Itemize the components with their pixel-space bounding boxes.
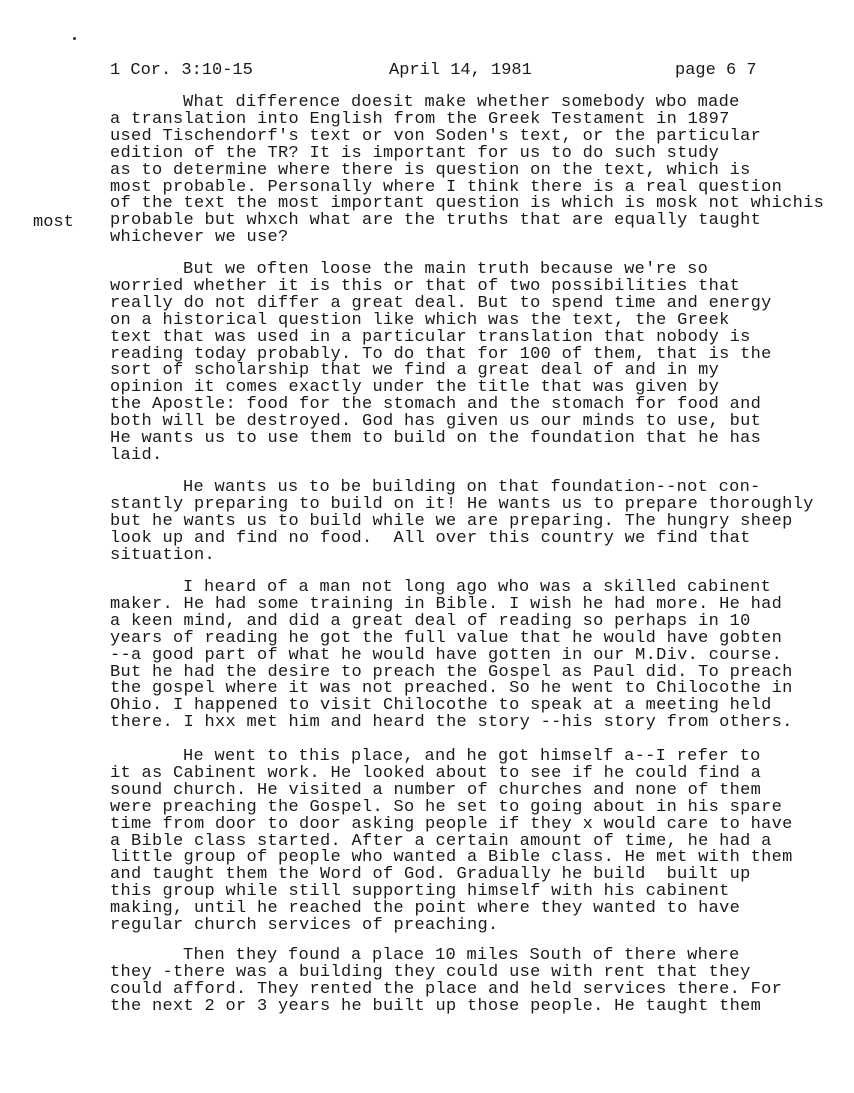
text-line: but he wants us to build while we are preparing. The hungry sheep — [110, 511, 793, 531]
text-line: maker. He had some training in Bible. I wish he had more. He had — [110, 594, 783, 614]
paragraph — [110, 95, 824, 247]
text-line: making, until he reached the point where they wanted to have — [110, 899, 741, 919]
paragraph — [110, 262, 772, 465]
text-line: regular church services of preaching. — [110, 916, 499, 936]
text-line: sort of scholarship that we find a great deal of and in my — [110, 361, 720, 381]
text-line: this group while still supporting himself with his cabinent — [110, 882, 730, 902]
text-line: the Apostle: food for the stomach and the stomach for food and — [110, 395, 762, 415]
text-line: Then they found a place 10 miles South of there where — [183, 946, 740, 965]
paragraph — [110, 580, 793, 732]
text-line: little group of people who wanted a Bible class. He met with them — [110, 848, 793, 868]
text-line: as to determine where there is question on the text, which is — [110, 160, 751, 180]
text-line: could afford. They rented the place and held services there. For — [110, 979, 783, 999]
text-line: reading today probably. To do that for 100 of them, that is the — [110, 344, 772, 364]
text-line: whichever we use? — [110, 228, 289, 248]
text-line: and taught them the Word of God. Gradually he build built up — [110, 865, 751, 885]
paragraph — [110, 480, 814, 565]
text-line: He wants us to be building on that foundation--not con- — [183, 478, 761, 497]
text-line: both will be destroyed. God has given us our minds to use, but — [110, 412, 762, 432]
text-line: the gospel where it was not preached. So he went to Chilocothe in — [110, 679, 793, 699]
text-line: sound church. He visited a number of churches and none of them — [110, 780, 762, 800]
scan-speck — [73, 37, 76, 40]
text-line: they -there was a building they could use with rent that they — [110, 962, 751, 982]
text-line: edition of the TR? It is important for us to do such study — [110, 143, 720, 163]
text-line: He went to this place, and he got himself a--I refer to — [183, 747, 761, 766]
text-line: laid. — [110, 445, 163, 465]
text-line: used Tischendorf's text or von Soden's text, or the particular — [110, 126, 762, 146]
text-line: a translation into English from the Greek Testament in 1897 — [110, 109, 730, 129]
text-line: Ohio. I happened to visit Chilocothe to speak at a meeting held — [110, 696, 772, 716]
paragraph — [110, 749, 793, 935]
text-line: What difference doesit make whether somebody wbo made — [183, 93, 740, 112]
text-line: time from door to door asking people if they x would care to have — [110, 814, 793, 834]
text-line: really do not differ a great deal. But to spend time and energy — [110, 293, 772, 313]
text-line: years of reading he got the full value that he would have gobten — [110, 628, 783, 648]
text-line: most probable. Personally where I think there is a real question — [110, 177, 783, 197]
text-line: of the text the most important question is which is mosk not whichis — [110, 194, 825, 214]
text-line: But we often loose the main truth because we're so — [183, 260, 709, 279]
text-line: stantly preparing to build on it! He wants us to prepare thoroughly — [110, 494, 814, 514]
text-line: opinion it comes exactly under the title that was given by — [110, 378, 720, 398]
text-line: --a good part of what he would have gotten in our M.Div. course. — [110, 645, 783, 665]
text-line: a keen mind, and did a great deal of reading so perhaps in 10 — [110, 611, 751, 631]
header-page: page 6 7 — [675, 61, 757, 80]
paragraph — [110, 948, 782, 1016]
text-line: there. I hxx met him and heard the story --his story from others. — [110, 713, 793, 733]
text-line: worried whether it is this or that of two possibilities that — [110, 276, 741, 296]
text-line: a Bible class started. After a certain amount of time, he had a — [110, 831, 772, 851]
margin-note: most — [33, 213, 74, 232]
text-line: I heard of a man not long ago who was a skilled cabinent — [183, 578, 772, 597]
text-line: it as Cabinent work. He looked about to see if he could find a — [110, 763, 762, 783]
text-line: were preaching the Gospel. So he set to going about in his spare — [110, 797, 783, 817]
text-line: probable but whxch what are the truths that are equally taught — [110, 211, 762, 231]
header-date: April 14, 1981 — [389, 61, 532, 80]
text-line: situation. — [110, 545, 216, 565]
text-line: the next 2 or 3 years he built up those people. He taught them — [110, 996, 762, 1016]
text-line: on a historical question like which was the text, the Greek — [110, 310, 730, 330]
text-line: look up and find no food. All over this country we find that — [110, 528, 751, 548]
text-line: He wants us to use them to build on the foundation that he has — [110, 429, 762, 449]
header-reference: 1 Cor. 3:10-15 — [110, 61, 253, 80]
text-line: text that was used in a particular translation that nobody is — [110, 327, 751, 347]
text-line: But he had the desire to preach the Gospel as Paul did. To preach — [110, 662, 793, 682]
